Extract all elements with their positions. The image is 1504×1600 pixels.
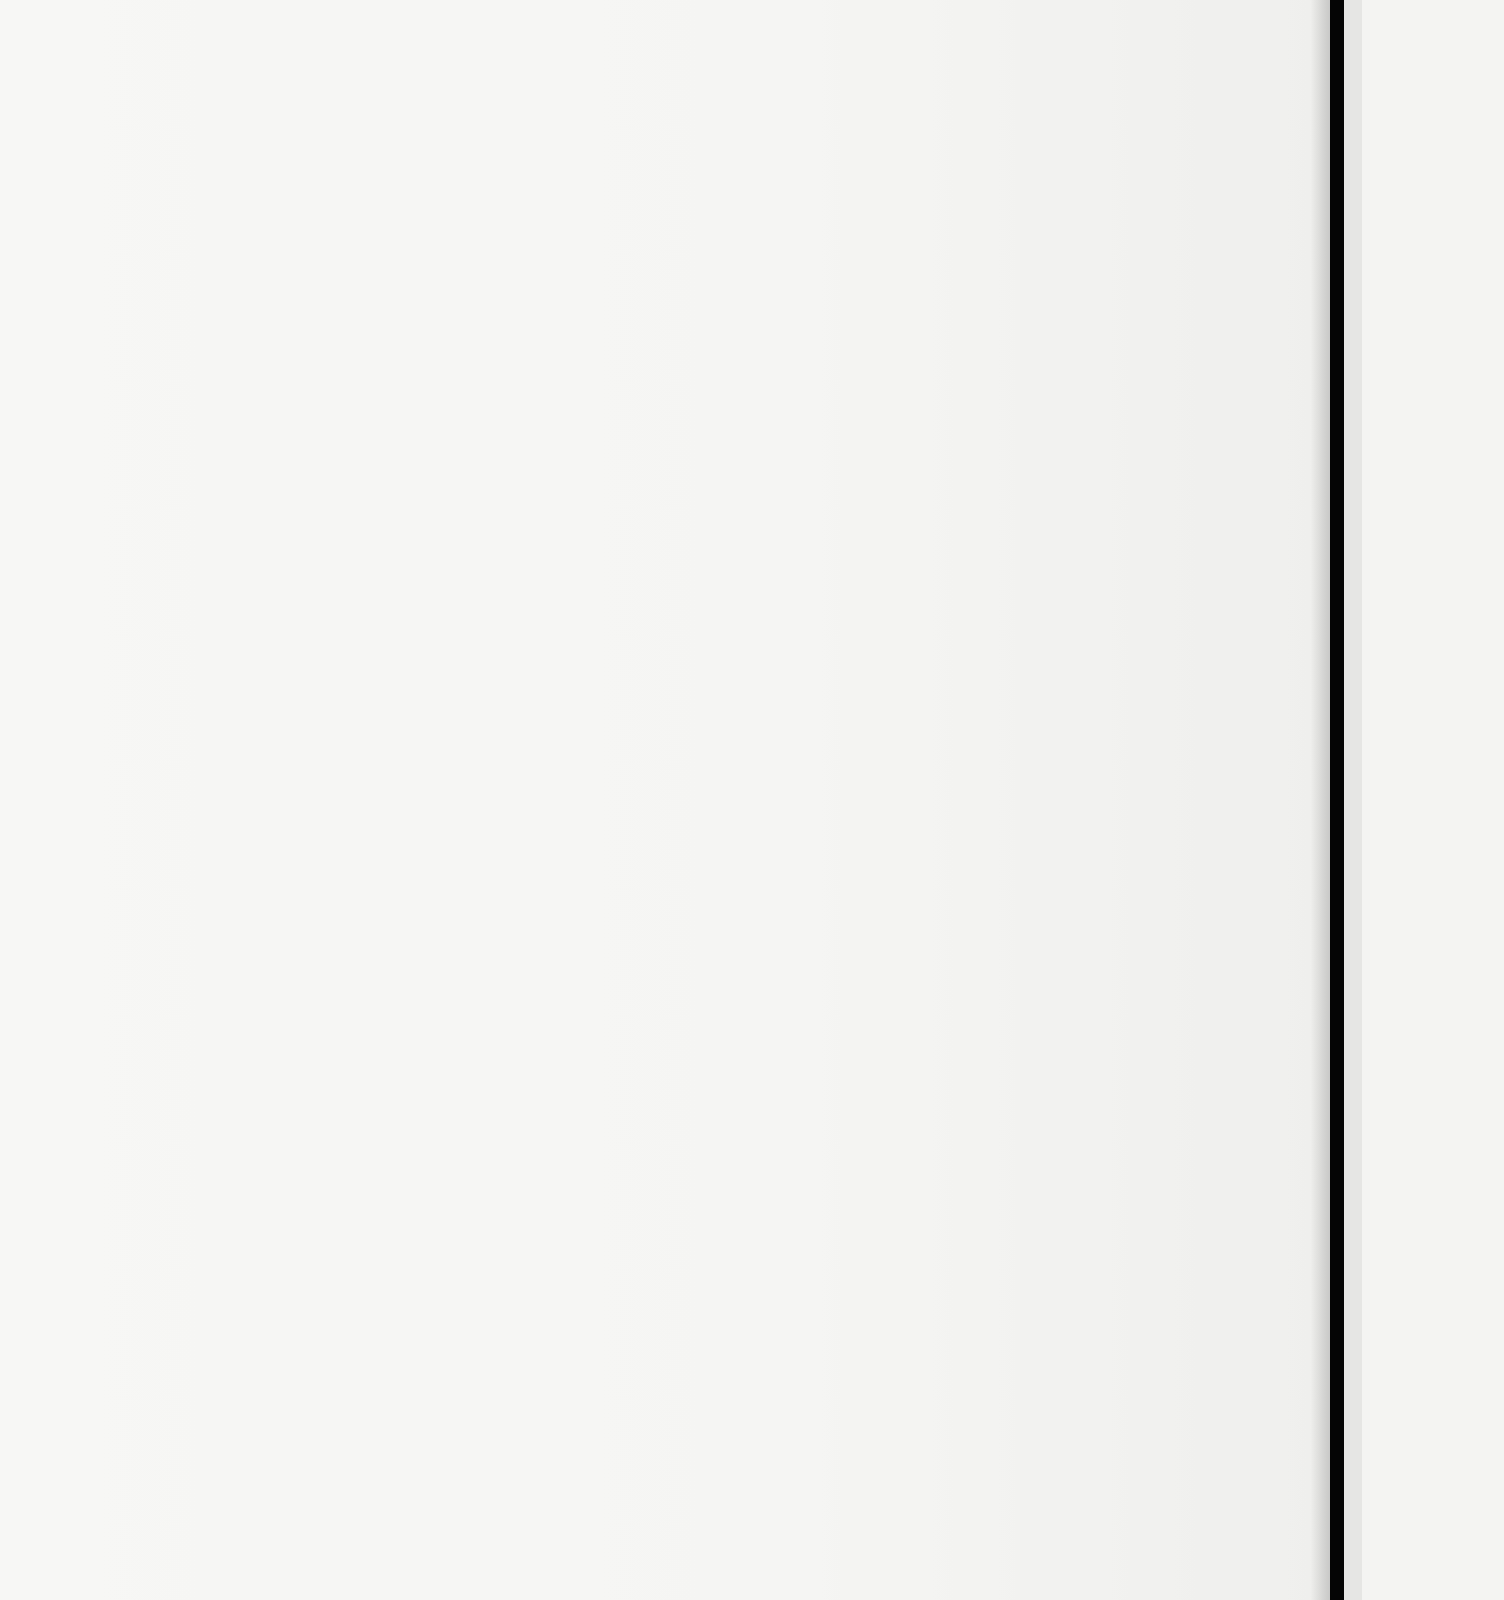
binding-spine: [1330, 0, 1344, 1600]
spiral-binding: [1290, 0, 1504, 1600]
bleed-through-text: [560, 150, 1160, 1600]
binding-strip: [1344, 0, 1362, 1600]
spine-shadow: [1310, 0, 1332, 1600]
